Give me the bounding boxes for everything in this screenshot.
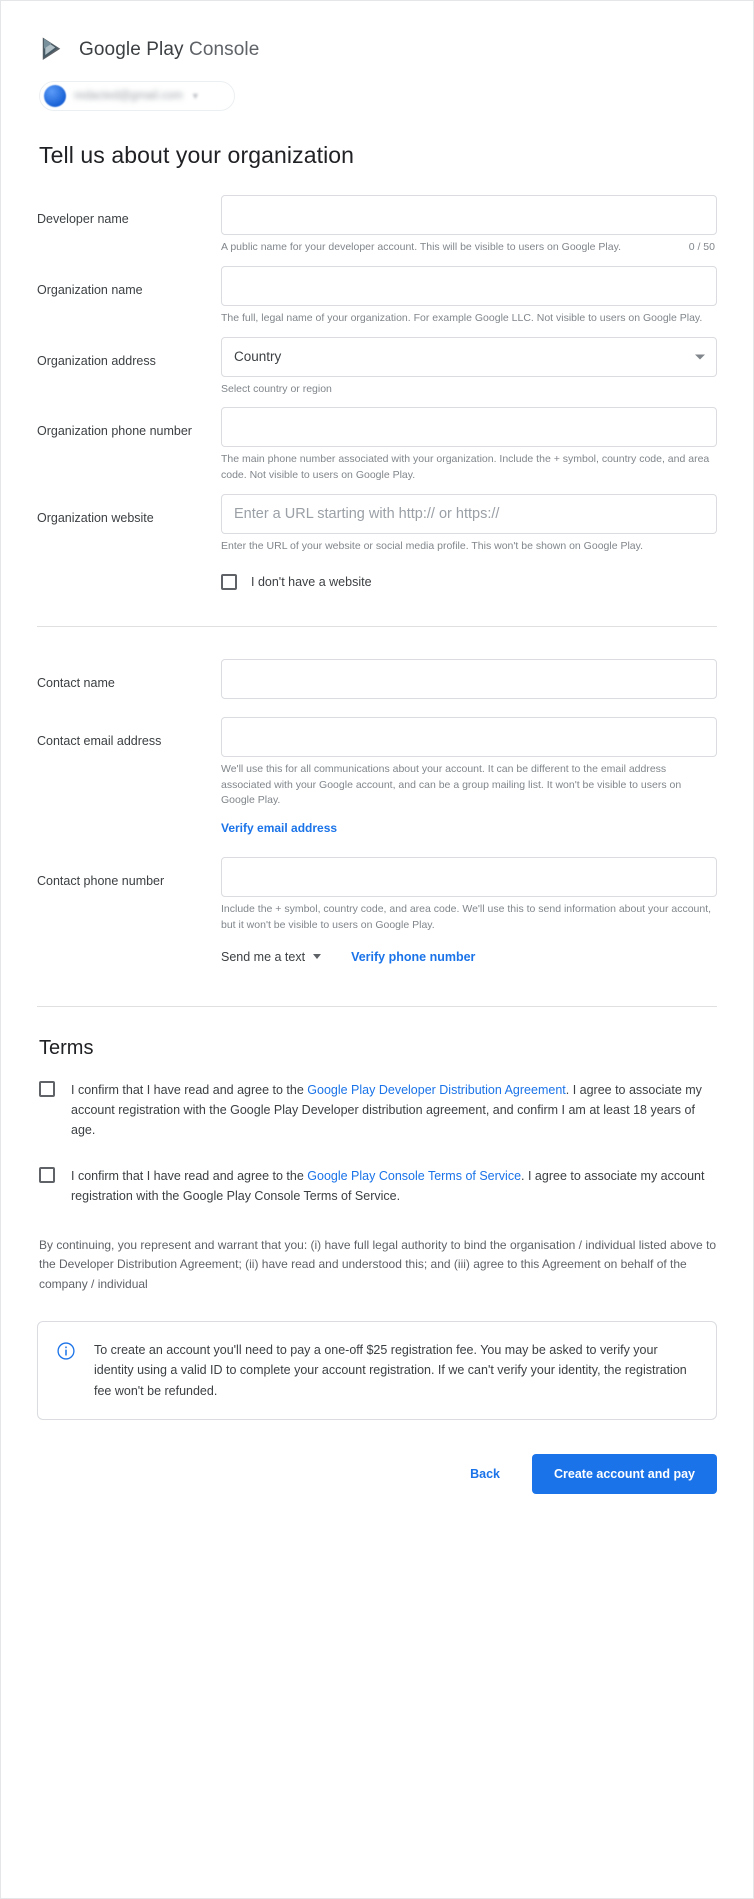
terms-suffix: . I agree to associate my account registration with the Google Play Developer distribution agreement, and confirm I am at least 18 years of age. <box>71 1082 702 1137</box>
country-select[interactable] <box>221 337 717 377</box>
avatar <box>44 85 66 107</box>
brand-name: Google Play <box>79 39 184 60</box>
legal-disclaimer: By continuing, you represent and warrant that you: (i) have full legal authority to bind the organisation / individual listed above to the Developer Distribution Agreement; (ii) have read and understood this; and (iii) agree to this Agreement on behalf of the company / individual <box>39 1237 717 1292</box>
contact-phone-input[interactable] <box>221 857 717 897</box>
terms-prefix: I confirm that I have read and agree to the <box>71 1168 308 1183</box>
organization-website-label: Organization website <box>37 510 154 525</box>
section-divider-contact <box>37 626 717 627</box>
organization-form <box>37 195 717 964</box>
section-divider-terms <box>37 1006 717 1007</box>
back-button[interactable]: Back <box>460 1459 510 1489</box>
verification-method-menu[interactable] <box>221 950 321 964</box>
contact-email-help: We'll use this for all communications about your account. It can be different to the email address associated with your Google account, and can be a group mailing list. It won't be visible to users on Google Play. <box>221 762 682 807</box>
organization-address-label: Organization address <box>37 353 156 368</box>
verification-method-label: Send me a text <box>221 949 306 964</box>
organization-phone-input[interactable] <box>221 407 717 447</box>
field-row-contact-phone <box>37 857 717 964</box>
account-chip[interactable] <box>39 81 235 111</box>
field-row-organization-name <box>37 266 717 327</box>
terms-heading: Terms <box>39 1036 94 1059</box>
organization-name-help: The full, legal name of your organization. For example Google LLC. Not visible to users on Google Play. <box>221 311 703 324</box>
chevron-down-icon: ▼ <box>190 91 200 101</box>
organization-website-help: Enter the URL of your website or social media profile. This won't be shown on Google Play. <box>221 539 644 552</box>
brand-header <box>37 1 717 65</box>
info-icon <box>56 1341 76 1361</box>
verify-phone-link[interactable]: Verify phone number <box>351 949 476 964</box>
form-footer <box>37 1454 717 1494</box>
organization-website-input[interactable] <box>221 494 717 534</box>
organization-phone-help: The main phone number associated with your organization. Include the + symbol, country code, and area code. Not visible to users on Google Play. <box>221 453 710 481</box>
organization-name-label: Organization name <box>37 282 143 297</box>
google-play-logo <box>39 35 69 65</box>
field-row-contact-name <box>37 659 717 699</box>
terms-checkbox-console-tos[interactable] <box>39 1167 55 1183</box>
contact-name-label: Contact name <box>37 675 115 690</box>
terms-item-text <box>71 1166 717 1206</box>
organization-phone-label: Organization phone number <box>37 424 192 439</box>
page-title: Tell us about your organization <box>39 142 355 168</box>
field-row-developer-name <box>37 195 717 256</box>
organization-address-help: Select country or region <box>221 382 332 395</box>
brand-title <box>79 39 259 61</box>
contact-name-input[interactable] <box>221 659 717 699</box>
registration-fee-notice <box>37 1321 717 1420</box>
brand-product: Console <box>189 39 260 60</box>
terms-checkbox-distribution-agreement[interactable] <box>39 1081 55 1097</box>
chevron-down-icon <box>313 954 321 959</box>
terms-item[interactable] <box>37 1166 717 1206</box>
terms-prefix: I confirm that I have read and agree to the <box>71 1082 308 1097</box>
contact-phone-label: Contact phone number <box>37 874 165 889</box>
field-row-organization-website <box>37 494 717 592</box>
field-row-organization-address <box>37 337 717 398</box>
terms-item[interactable] <box>37 1080 717 1140</box>
terms-item-text <box>71 1080 717 1140</box>
contact-phone-actions <box>221 950 717 964</box>
field-row-organization-phone <box>37 407 717 484</box>
distribution-agreement-link[interactable]: Google Play Developer Distribution Agreement <box>307 1082 566 1097</box>
no-website-checkbox[interactable] <box>221 574 237 590</box>
contact-email-label: Contact email address <box>37 733 162 748</box>
developer-name-counter: 0 / 50 <box>688 241 715 253</box>
developer-name-help <box>221 240 717 256</box>
console-tos-link[interactable]: Google Play Console Terms of Service <box>307 1168 522 1183</box>
no-website-checkbox-row[interactable] <box>221 573 717 592</box>
no-website-label: I don't have a website <box>251 574 372 589</box>
registration-fee-text: To create an account you'll need to pay a one-off $25 registration fee. You may be asked to verify your identity using a valid ID to complete your account registration. If we can't verify your identity, the registration fee won't be refunded. <box>94 1343 687 1398</box>
terms-list <box>37 1080 717 1206</box>
developer-name-input[interactable] <box>221 195 717 235</box>
account-email: redacted@gmail.com <box>74 90 183 102</box>
verify-email-link[interactable]: Verify email address <box>221 821 338 836</box>
dropdown-caret-icon <box>695 354 705 359</box>
terms-suffix: . I agree to associate my account registration with the Google Play Console Terms of Service. <box>71 1168 705 1203</box>
developer-name-label: Developer name <box>37 212 129 226</box>
developer-name-help-text: A public name for your developer account. This will be visible to users on Google Play. <box>221 241 621 253</box>
country-select-value: Country <box>234 349 282 364</box>
field-row-contact-email <box>37 717 717 837</box>
organization-name-input[interactable] <box>221 266 717 306</box>
contact-email-input[interactable] <box>221 717 717 757</box>
contact-phone-help: Include the + symbol, country code, and area code. We'll use this to send information about your account, but it won't be visible to users on Google Play. <box>221 903 712 931</box>
create-account-and-pay-button[interactable]: Create account and pay <box>532 1454 717 1494</box>
